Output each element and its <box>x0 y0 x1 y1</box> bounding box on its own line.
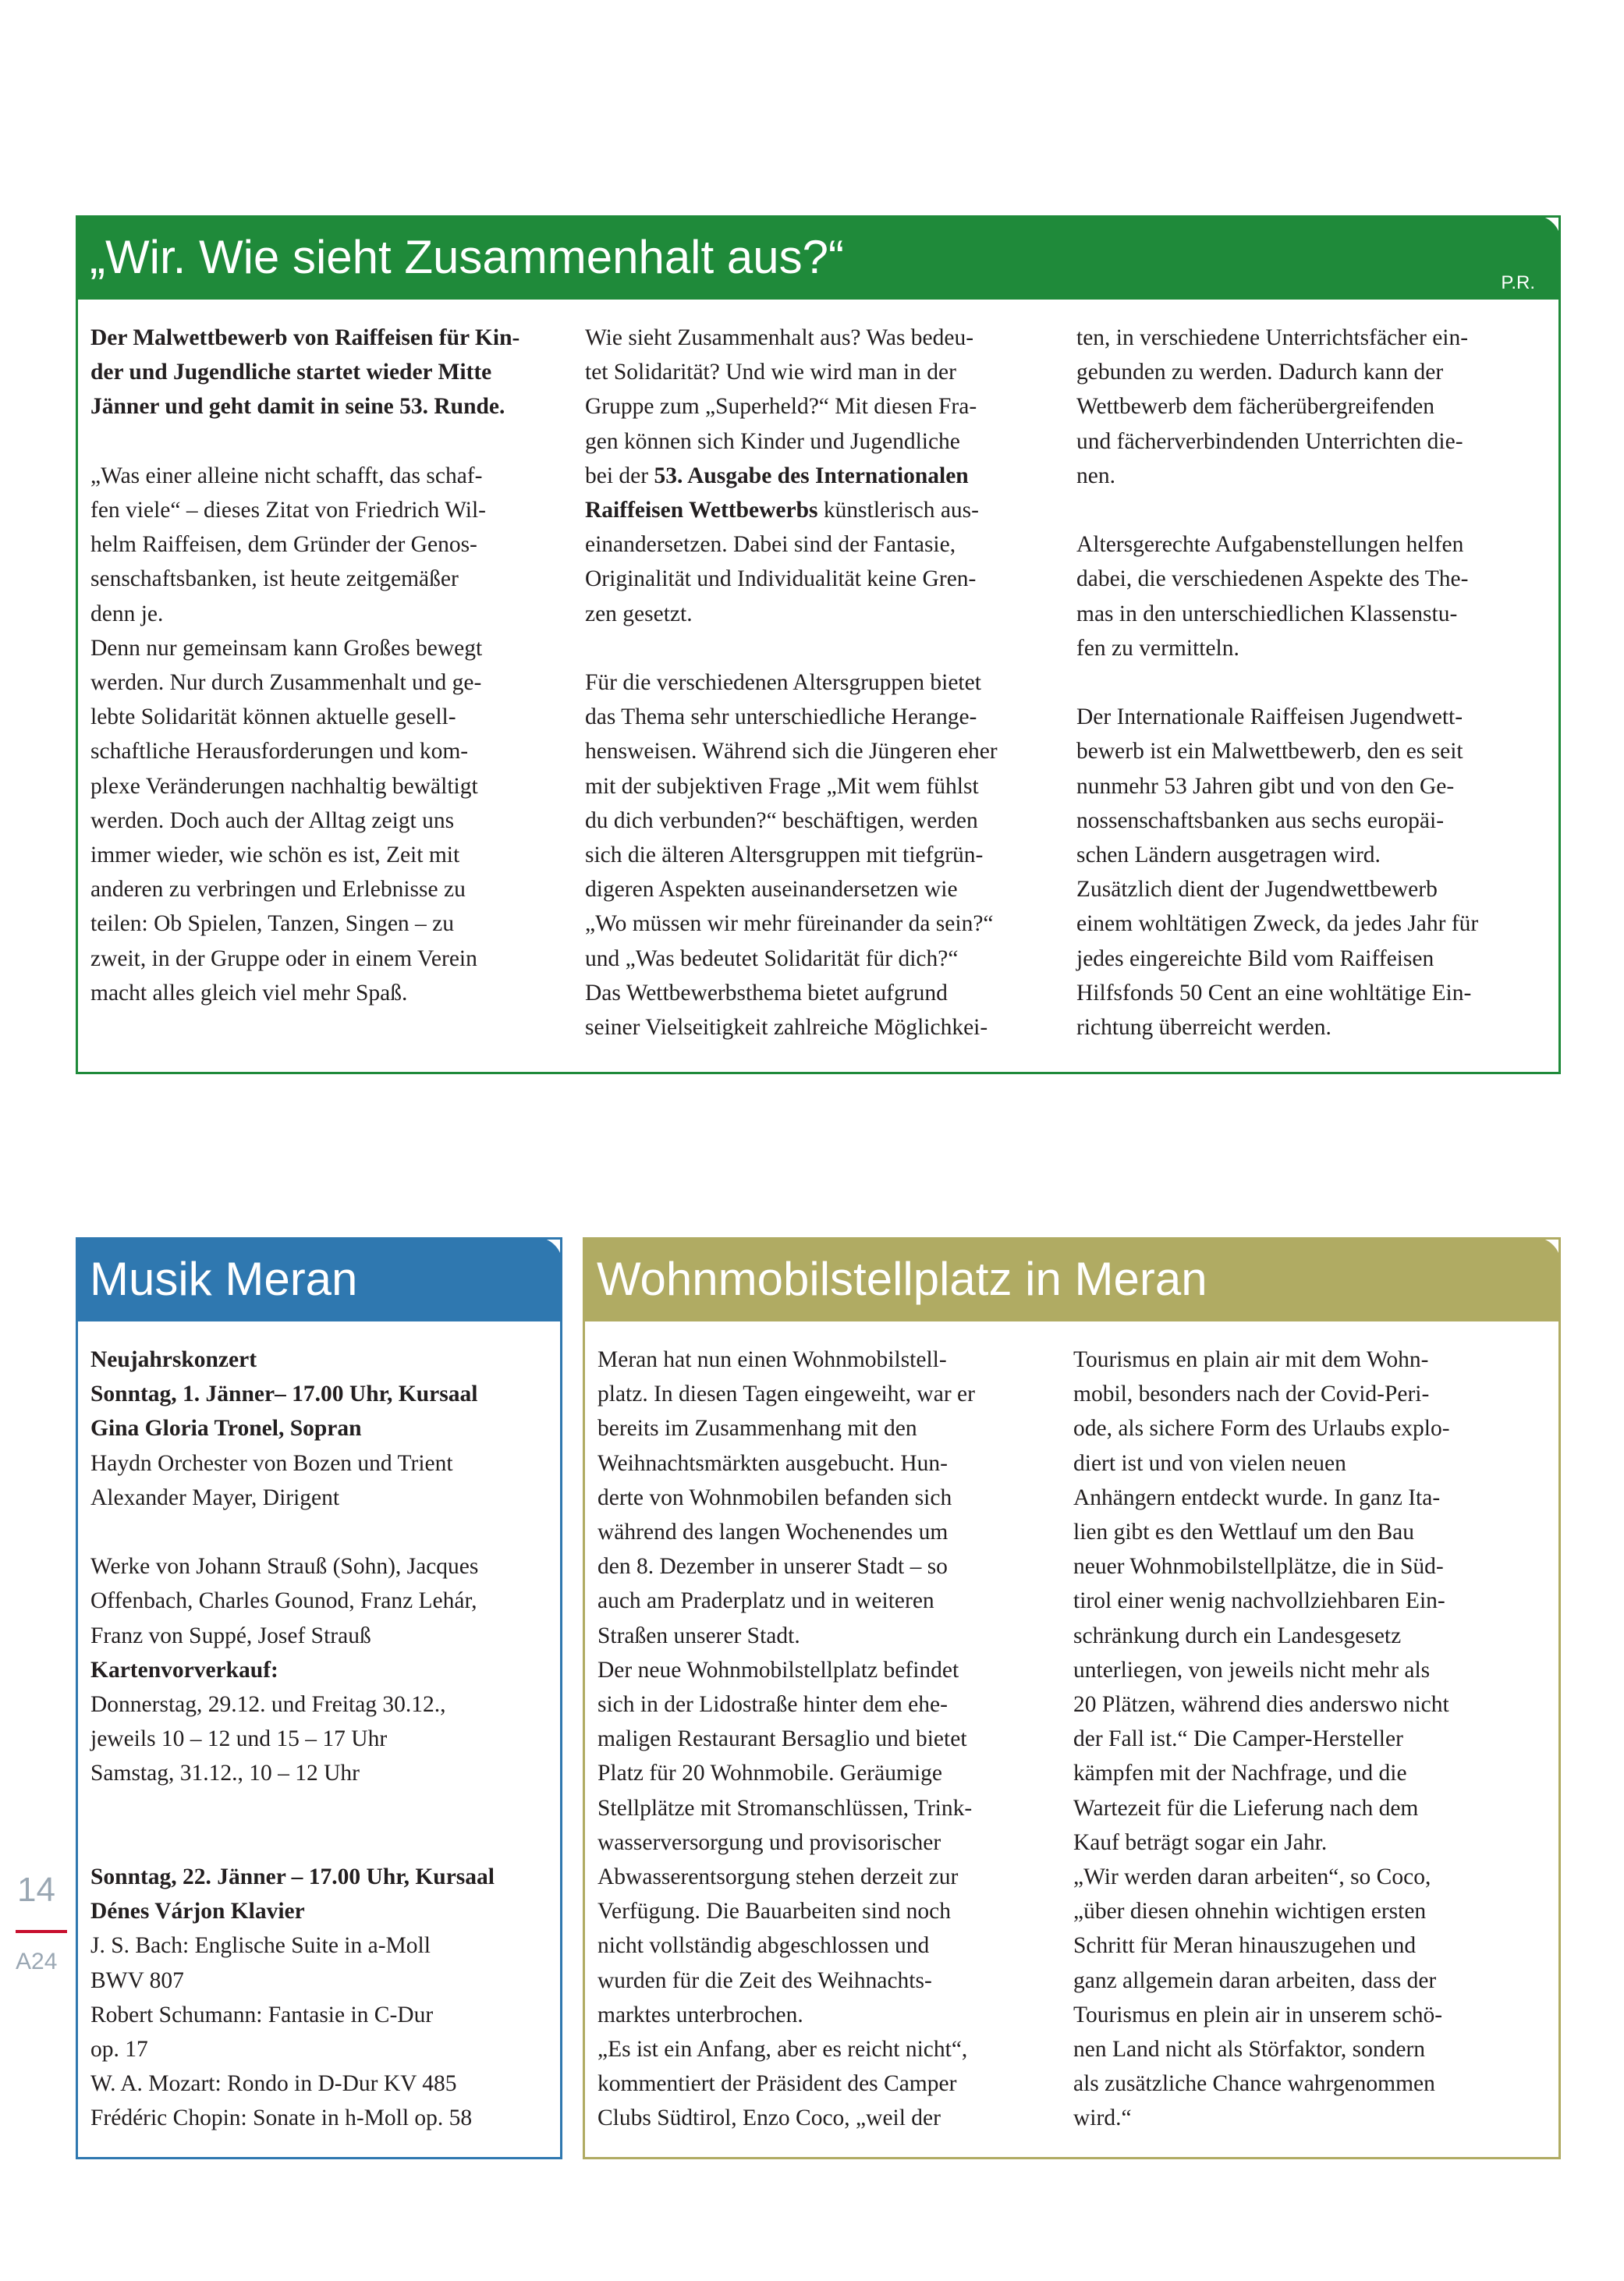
text-line: schränkung durch ein Landesgesetz <box>1073 1623 1402 1648</box>
text-line: mobil, besonders nach der Covid-Peri- <box>1073 1382 1430 1407</box>
text-line: Sonntag, 22. Jänner – 17.00 Uhr, Kursaal <box>90 1864 495 1889</box>
text-line: lien gibt es den Wettlauf um den Bau <box>1073 1520 1415 1545</box>
paragraph-gap <box>1076 665 1544 700</box>
article-wir-byline: P.R. <box>1501 272 1535 293</box>
text-line: Jänner und geht damit in seine 53. Runde. <box>90 394 505 420</box>
text-line: Verfügung. Die Bauarbeiten sind noch <box>597 1899 952 1924</box>
text-line: Gruppe zum „Superheld?“ Mit diesen Fra- <box>585 394 977 420</box>
text-line: lebte Solidarität können aktuelle gesell- <box>90 704 456 730</box>
paragraph <box>1073 1343 1557 2136</box>
paragraph <box>90 1343 558 1446</box>
paragraph <box>585 527 1053 631</box>
paragraph <box>90 1687 558 1791</box>
text-line: ten, in verschiedene Unterrichtsfächer ein- <box>1076 325 1469 350</box>
paragraph <box>90 459 558 1010</box>
text-line: diert ist und von vielen neuen <box>1073 1450 1346 1476</box>
text-line: hensweisen. Während sich die Jüngeren eher <box>585 739 998 764</box>
text-line: unterliegen, von jeweils nicht mehr als <box>1073 1657 1431 1683</box>
text-line: zen gesetzt. <box>585 601 693 626</box>
text-line: Wartezeit für die Lieferung nach dem <box>1073 1795 1419 1821</box>
text-line: der Fall ist.“ Die Camper-Hersteller <box>1073 1726 1403 1752</box>
paragraph <box>597 1343 1066 2136</box>
bold-text: Raiffeisen Wettbewerbs <box>585 498 818 523</box>
paragraph <box>1076 527 1544 665</box>
text-line: Für die verschiedenen Altersgruppen bietet <box>585 670 981 696</box>
paragraph <box>585 665 1053 1045</box>
bold-text: 53. Ausgabe des Internationalen <box>654 463 969 488</box>
text-line: Donnerstag, 29.12. und Freitag 30.12., <box>90 1692 446 1718</box>
text-line: Kartenvorverkauf: <box>90 1657 278 1683</box>
text-line: sich in der Lidostraße hinter dem ehe- <box>597 1692 948 1718</box>
article-musik-box <box>76 1237 562 2159</box>
article-wohn-col2 <box>1073 1343 1557 2136</box>
text-line: und fächerverbindenden Unterrichten die- <box>1076 428 1463 454</box>
text-line: „Es ist ein Anfang, aber es reicht nicht“, <box>597 2037 968 2063</box>
text-line: Das Wettbewerbsthema bietet aufgrund <box>585 980 948 1006</box>
paragraph <box>585 321 1053 459</box>
text-line: und „Was bedeutet Solidarität für dich?“ <box>585 945 959 971</box>
text-line: Tourismus en plain air mit dem Wohn- <box>1073 1347 1429 1372</box>
text-line: helm Raiffeisen, dem Gründer der Genos- <box>90 532 477 558</box>
text-line: Der Internationale Raiffeisen Jugendwett- <box>1076 704 1463 730</box>
text-line: anderen zu verbringen und Erlebnisse zu <box>90 877 466 903</box>
article-wohn-box <box>583 1237 1561 2159</box>
text-line: den 8. Dezember in unserer Stadt – so <box>597 1554 948 1580</box>
text-line: Samstag, 31.12., 10 – 12 Uhr <box>90 1761 360 1786</box>
text-line: kämpfen mit der Nachfrage, und die <box>1073 1761 1407 1786</box>
article-wir-title: „Wir. Wie sieht Zusammenhalt aus?“ <box>90 231 844 283</box>
text-line: „über diesen ohnehin wichtigen ersten <box>1073 1899 1427 1924</box>
text-line: du dich verbunden?“ beschäftigen, werden <box>585 807 978 833</box>
text-line: jedes eingereichte Bild vom Raiffeisen <box>1076 945 1434 971</box>
article-musik-col1 <box>90 1343 558 2136</box>
text-line: nen. <box>1076 463 1115 488</box>
text-line: Wie sieht Zusammenhalt aus? Was bedeu- <box>585 325 974 350</box>
text-line: neuer Wohnmobilstellplätze, die in Süd- <box>1073 1554 1444 1580</box>
text-line <box>585 493 1053 527</box>
text-line: gebunden zu werden. Dadurch kann der <box>1076 360 1444 385</box>
text-line: Offenbach, Charles Gounod, Franz Lehár, <box>90 1588 477 1614</box>
text-line: Neujahrskonzert <box>90 1347 257 1372</box>
text-line: kommentiert der Präsident des Camper <box>597 2071 957 2097</box>
text-line: ganz allgemein daran arbeiten, dass der <box>1073 1967 1437 1993</box>
text-line: W. A. Mozart: Rondo in D-Dur KV 485 <box>90 2071 457 2097</box>
text-line: Der neue Wohnmobilstellplatz befindet <box>597 1657 959 1683</box>
text-line: teilen: Ob Spielen, Tanzen, Singen – zu <box>90 911 455 937</box>
text-line: Altersgerechte Aufgabenstellungen helfen <box>1076 532 1464 558</box>
text-line: marktes unterbrochen. <box>597 2002 803 2027</box>
text-line: „Was einer alleine nicht schafft, das schaf- <box>90 463 483 488</box>
text-line: denn je. <box>90 601 164 626</box>
text-line: als zusätzliche Chance wahrgenommen <box>1073 2071 1435 2097</box>
article-wir-col2 <box>585 321 1053 1045</box>
text-line: Schritt für Meran hinauszugehen und <box>1073 1933 1417 1959</box>
text-line: J. S. Bach: Englische Suite in a-Moll <box>90 1933 431 1959</box>
text-line: schaftliche Herausforderungen und kom- <box>90 739 469 764</box>
article-musik-header <box>76 1237 562 1321</box>
paragraph-gap <box>585 631 1053 665</box>
text-line: Hilfsfonds 50 Cent an eine wohltätige Ein- <box>1076 980 1472 1006</box>
text-line: wasserversorgung und provisorischer <box>597 1829 941 1855</box>
text-line: Alexander Mayer, Dirigent <box>90 1485 340 1510</box>
text-line: bereits im Zusammenhang mit den <box>597 1416 917 1442</box>
article-wir-header <box>76 215 1561 300</box>
text-line: nicht vollständig abgeschlossen und <box>597 1933 930 1959</box>
text-line: tet Solidarität? Und wie wird man in der <box>585 360 956 385</box>
text-line: macht alles gleich viel mehr Spaß. <box>90 980 408 1006</box>
paragraph-gap <box>90 1825 558 1860</box>
text-line: Anhängern entdeckt wurde. In ganz Ita- <box>1073 1485 1441 1510</box>
text-line: Zusätzlich dient der Jugendwettbewerb <box>1076 877 1438 903</box>
text-line: derte von Wohnmobilen befanden sich <box>597 1485 952 1510</box>
text-line: richtung überreicht werden. <box>1076 1015 1331 1041</box>
text-line: „Wo müssen wir mehr füreinander da sein?“ <box>585 911 994 937</box>
text-line: platz. In diesen Tagen eingeweiht, war er <box>597 1382 975 1407</box>
text-line: digeren Aspekten auseinandersetzen wie <box>585 877 958 903</box>
text-line: mas in den unterschiedlichen Klassenstu- <box>1076 601 1458 626</box>
paragraph-gap <box>90 1515 558 1549</box>
text-line: schen Ländern ausgetragen wird. <box>1076 843 1381 868</box>
page-number: 14 <box>17 1871 55 1909</box>
text-line: während des langen Wochenendes um <box>597 1520 949 1545</box>
text-line: Clubs Südtirol, Enzo Coco, „weil der <box>597 2105 941 2131</box>
text-line: „Wir werden daran arbeiten“, so Coco, <box>1073 1864 1431 1890</box>
text-line: wurden für die Zeit des Weihnachts- <box>597 1967 932 1993</box>
text-line: Abwasserentsorgung stehen derzeit zur <box>597 1864 959 1890</box>
text-line: Originalität und Individualität keine Gren- <box>585 566 977 592</box>
text-line: plexe Veränderungen nachhaltig bewältigt <box>90 773 478 799</box>
text-line: Platz für 20 Wohnmobile. Geräumige <box>597 1761 942 1786</box>
text-line: fen zu vermitteln. <box>1076 635 1239 661</box>
text-line: fen viele“ – dieses Zitat von Friedrich Wil- <box>90 498 486 523</box>
text-line: Frédéric Chopin: Sonate in h-Moll op. 58 <box>90 2105 473 2131</box>
text-line: gen können sich Kinder und Jugendliche <box>585 428 960 454</box>
text-line: Haydn Orchester von Bozen und Trient <box>90 1450 453 1476</box>
text-line: zweit, in der Gruppe oder in einem Verein <box>90 945 477 971</box>
text-line: Dénes Várjon Klavier <box>90 1899 305 1924</box>
article-wir-col3 <box>1076 321 1544 1045</box>
text-line: Kauf beträgt sogar ein Jahr. <box>1073 1829 1328 1855</box>
text-line: BWV 807 <box>90 1967 184 1993</box>
text-line: werden. Nur durch Zusammenhalt und ge- <box>90 670 482 696</box>
paragraph-gap <box>90 424 558 459</box>
paragraph <box>1076 321 1544 493</box>
text-line: Wettbewerb dem fächerübergreifenden <box>1076 394 1435 420</box>
text-line: mit der subjektiven Frage „Mit wem fühlst <box>585 773 979 799</box>
text-line: Tourismus en plein air in unserem schö- <box>1073 2002 1443 2027</box>
article-wohn-col1 <box>597 1343 1066 2136</box>
text-line: Straßen unserer Stadt. <box>597 1623 800 1648</box>
text-run: künstlerisch aus- <box>817 498 979 523</box>
paragraph <box>1076 700 1544 1045</box>
text-line: senschaftsbanken, ist heute zeitgemäßer <box>90 566 459 592</box>
text-line: Stellplätze mit Stromanschlüssen, Trink- <box>597 1795 973 1821</box>
text-line: nossenschaftsbanken aus sechs europäi- <box>1076 807 1445 833</box>
text-line: dabei, die verschiedenen Aspekte des The- <box>1076 566 1469 592</box>
paragraph <box>585 493 1053 527</box>
text-line: Gina Gloria Tronel, Sopran <box>90 1416 362 1442</box>
text-line: Denn nur gemeinsam kann Großes bewegt <box>90 635 483 661</box>
text-line: seiner Vielseitigkeit zahlreiche Möglichkei- <box>585 1015 988 1041</box>
article-wohn-header <box>583 1237 1561 1321</box>
text-line <box>585 459 1053 493</box>
text-line: tirol einer wenig nachvollziehbaren Ein- <box>1073 1588 1445 1614</box>
page-number-rule <box>16 1930 67 1933</box>
text-line: auch am Praderplatz und in weiteren <box>597 1588 934 1614</box>
text-line: Franz von Suppé, Josef Strauß <box>90 1623 371 1648</box>
article-musik-title: Musik Meran <box>90 1253 358 1305</box>
paragraph <box>90 1653 558 1687</box>
text-line: jeweils 10 – 12 und 15 – 17 Uhr <box>90 1726 388 1752</box>
article-wir-box <box>76 215 1561 1074</box>
text-line: das Thema sehr unterschiedliche Herange- <box>585 704 977 730</box>
paragraph <box>90 1549 558 1653</box>
paragraph <box>90 1928 558 2135</box>
text-line: 20 Plätzen, während dies anderswo nicht <box>1073 1692 1449 1718</box>
text-line: op. 17 <box>90 2037 148 2063</box>
text-line: sich die älteren Altersgruppen mit tiefgrün- <box>585 843 984 868</box>
text-run: bei der <box>585 463 654 488</box>
text-line: immer wieder, wie schön es ist, Zeit mit <box>90 843 460 868</box>
text-line: nunmehr 53 Jahren gibt und von den Ge- <box>1076 773 1455 799</box>
text-line: ode, als sichere Form des Urlaubs explo- <box>1073 1416 1450 1442</box>
article-wir-col1 <box>90 321 558 1010</box>
text-line: einandersetzen. Dabei sind der Fantasie, <box>585 532 956 558</box>
text-line: einem wohltätigen Zweck, da jedes Jahr für <box>1076 911 1479 937</box>
text-line: Weihnachtsmärkten ausgebucht. Hun- <box>597 1450 948 1476</box>
paragraph <box>90 1860 558 1928</box>
text-line: Meran hat nun einen Wohnmobilstell- <box>597 1347 947 1372</box>
paragraph <box>90 321 558 424</box>
text-line: werden. Doch auch der Alltag zeigt uns <box>90 807 455 833</box>
article-wohn-title: Wohnmobilstellplatz in Meran <box>597 1253 1207 1305</box>
text-line: bewerb ist ein Malwettbewerb, den es seit <box>1076 739 1463 764</box>
text-line: nen Land nicht als Störfaktor, sondern <box>1073 2037 1426 2063</box>
text-line: der und Jugendliche startet wieder Mitte <box>90 360 492 385</box>
page-code: A24 <box>16 1949 58 1974</box>
text-line: Sonntag, 1. Jänner– 17.00 Uhr, Kursaal <box>90 1382 478 1407</box>
paragraph <box>90 1446 558 1515</box>
text-line: wird.“ <box>1073 2105 1132 2131</box>
text-line: Der Malwettbewerb von Raiffeisen für Kin- <box>90 325 520 350</box>
paragraph <box>585 459 1053 493</box>
paragraph-gap <box>1076 493 1544 527</box>
paragraph-gap <box>90 1791 558 1825</box>
text-line: Robert Schumann: Fantasie in C-Dur <box>90 2002 434 2027</box>
text-line: Werke von Johann Strauß (Sohn), Jacques <box>90 1554 479 1580</box>
text-line: maligen Restaurant Bersaglio und bietet <box>597 1726 967 1752</box>
